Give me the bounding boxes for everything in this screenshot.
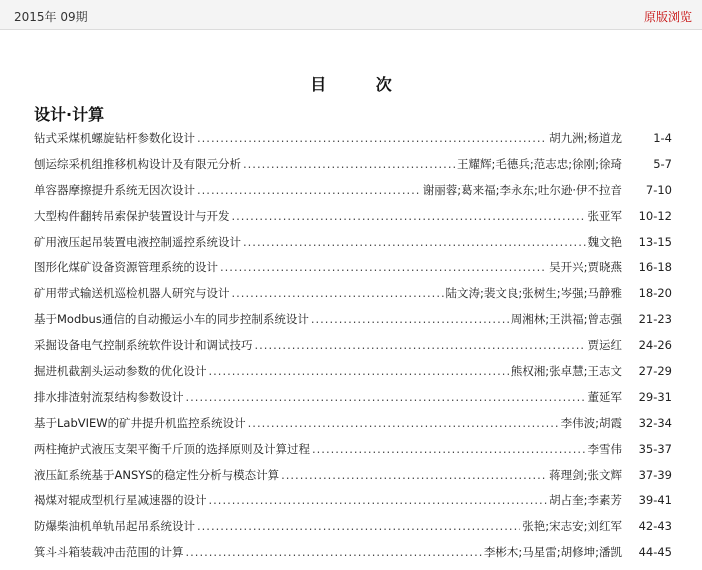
page-range: 44-45 xyxy=(638,545,672,560)
page-range: 37-39 xyxy=(638,467,672,482)
article-authors: 贾运红 xyxy=(587,338,622,353)
toc-entry[interactable] xyxy=(34,441,672,467)
top-bar xyxy=(0,0,702,30)
dot-leader xyxy=(281,468,547,482)
dot-leader xyxy=(255,338,586,352)
page-range: 35-37 xyxy=(638,441,672,456)
article-title-link[interactable]: 刨运综采机组推移机构设计及有限元分析 xyxy=(34,156,241,171)
article-authors: 李雪伟 xyxy=(587,441,622,456)
article-authors: 李彬木;马星雷;胡修坤;潘凯 xyxy=(483,545,622,560)
page-range: 13-15 xyxy=(638,234,672,249)
article-title-link[interactable]: 单容器摩擦提升系统无因次设计 xyxy=(34,182,195,197)
article-title-link[interactable]: 两柱掩护式液压支架平衡千斤顶的选择原则及计算过程 xyxy=(34,441,310,456)
dot-leader xyxy=(197,519,520,533)
article-title-link[interactable]: 掘进机截割头运动参数的优化设计 xyxy=(34,364,207,379)
dot-leader xyxy=(186,390,586,404)
page-range: 29-31 xyxy=(638,389,672,404)
dot-leader xyxy=(232,286,444,300)
article-title-link[interactable]: 防爆柴油机单轨吊起吊系统设计 xyxy=(34,519,195,534)
article-authors: 熊权湘;张卓慧;王志文 xyxy=(510,364,622,379)
issue-label: 2015年 09期 xyxy=(14,10,88,24)
toc-entry[interactable] xyxy=(34,311,672,337)
article-title-link[interactable]: 图形化煤矿设备资源管理系统的设计 xyxy=(34,260,218,275)
toc-entry[interactable] xyxy=(34,518,672,544)
article-title-link[interactable]: 采掘设备电气控制系统软件设计和调试技巧 xyxy=(34,338,253,353)
article-title-link[interactable]: 排水排渣射流泵结构参数设计 xyxy=(34,389,184,404)
toc-entry[interactable] xyxy=(34,415,672,441)
dot-leader xyxy=(197,183,421,197)
article-authors: 陆文涛;裴文良;张树生;岑强;马静雅 xyxy=(445,286,622,301)
article-title-link[interactable]: 大型构件翻转吊索保护装置设计与开发 xyxy=(34,208,230,223)
page-range: 27-29 xyxy=(638,364,672,379)
page-range: 39-41 xyxy=(638,493,672,508)
article-authors: 张亚军 xyxy=(587,208,622,223)
article-authors: 胡占奎;李素芳 xyxy=(549,493,622,508)
article-title-link[interactable]: 基于Modbus通信的自动搬运小车的同步控制系统设计 xyxy=(34,312,309,327)
dot-leader xyxy=(243,157,455,171)
page-range: 24-26 xyxy=(638,338,672,353)
article-title-link[interactable]: 矿用液压起吊装置电液控制遥控系统设计 xyxy=(34,234,241,249)
page-range: 18-20 xyxy=(638,286,672,301)
toc-entry[interactable] xyxy=(34,544,672,570)
article-title-link[interactable]: 矿用带式输送机巡检机器人研究与设计 xyxy=(34,286,230,301)
page-range: 16-18 xyxy=(638,260,672,275)
section-title: 设计·计算 xyxy=(34,105,105,124)
toc-title: 目 次 xyxy=(310,75,414,94)
toc-entry[interactable] xyxy=(34,389,672,415)
page-range: 21-23 xyxy=(638,312,672,327)
toc-entry[interactable] xyxy=(34,208,672,234)
page-range: 32-34 xyxy=(638,415,672,430)
dot-leader xyxy=(197,131,547,145)
toc-entry[interactable] xyxy=(34,259,672,285)
toc-entry[interactable] xyxy=(34,467,672,493)
original-view-link[interactable]: 原版浏览 xyxy=(643,10,692,24)
page-range: 1-4 xyxy=(653,131,672,145)
dot-leader xyxy=(311,312,509,326)
toc-list xyxy=(34,130,672,570)
article-title-link[interactable]: 箕斗斗箱装载冲击范围的计算 xyxy=(34,545,184,560)
dot-leader xyxy=(220,260,547,274)
toc-entry[interactable] xyxy=(34,182,672,208)
page-range: 10-12 xyxy=(638,208,672,223)
article-authors: 蒋理剑;张文辉 xyxy=(549,467,622,482)
article-authors: 董延军 xyxy=(587,389,622,404)
article-authors: 周湘林;王洪福;曾志强 xyxy=(510,312,622,327)
page-range: 5-7 xyxy=(653,156,672,171)
dot-leader xyxy=(248,416,559,430)
article-authors: 胡九洲;杨道龙 xyxy=(549,131,622,145)
article-authors: 王耀辉;毛德兵;范志忠;徐刚;徐琦 xyxy=(457,156,622,171)
dot-leader xyxy=(243,235,586,249)
toc-entry[interactable] xyxy=(34,156,672,182)
toc-entry[interactable] xyxy=(34,285,672,311)
article-title-link[interactable]: 钻式采煤机螺旋钻杆参数化设计 xyxy=(34,131,195,145)
dot-leader xyxy=(312,442,586,456)
toc-entry[interactable] xyxy=(34,337,672,363)
dot-leader xyxy=(209,493,548,507)
article-authors: 谢丽蓉;葛来福;李永东;吐尔逊·伊不拉音 xyxy=(422,182,622,197)
article-authors: 李伟波;胡霞 xyxy=(560,415,622,430)
toc-entry[interactable] xyxy=(34,130,672,156)
article-authors: 吴开兴;贾晓燕 xyxy=(549,260,622,275)
dot-leader xyxy=(232,209,586,223)
dot-leader xyxy=(186,545,482,559)
article-title-link[interactable]: 褐煤对辊成型机行星减速器的设计 xyxy=(34,493,207,508)
page-range: 7-10 xyxy=(645,182,672,197)
page-range: 42-43 xyxy=(638,519,672,534)
dot-leader xyxy=(209,364,509,378)
article-authors: 张艳;宋志安;刘红军 xyxy=(522,519,622,534)
toc-entry[interactable] xyxy=(34,492,672,518)
toc-entry[interactable] xyxy=(34,363,672,389)
article-title-link[interactable]: 液压缸系统基于ANSYS的稳定性分析与模态计算 xyxy=(34,467,280,482)
article-authors: 魏文艳 xyxy=(587,234,622,249)
toc-entry[interactable] xyxy=(34,234,672,260)
article-title-link[interactable]: 基于LabVIEW的矿井提升机监控系统设计 xyxy=(34,415,246,430)
